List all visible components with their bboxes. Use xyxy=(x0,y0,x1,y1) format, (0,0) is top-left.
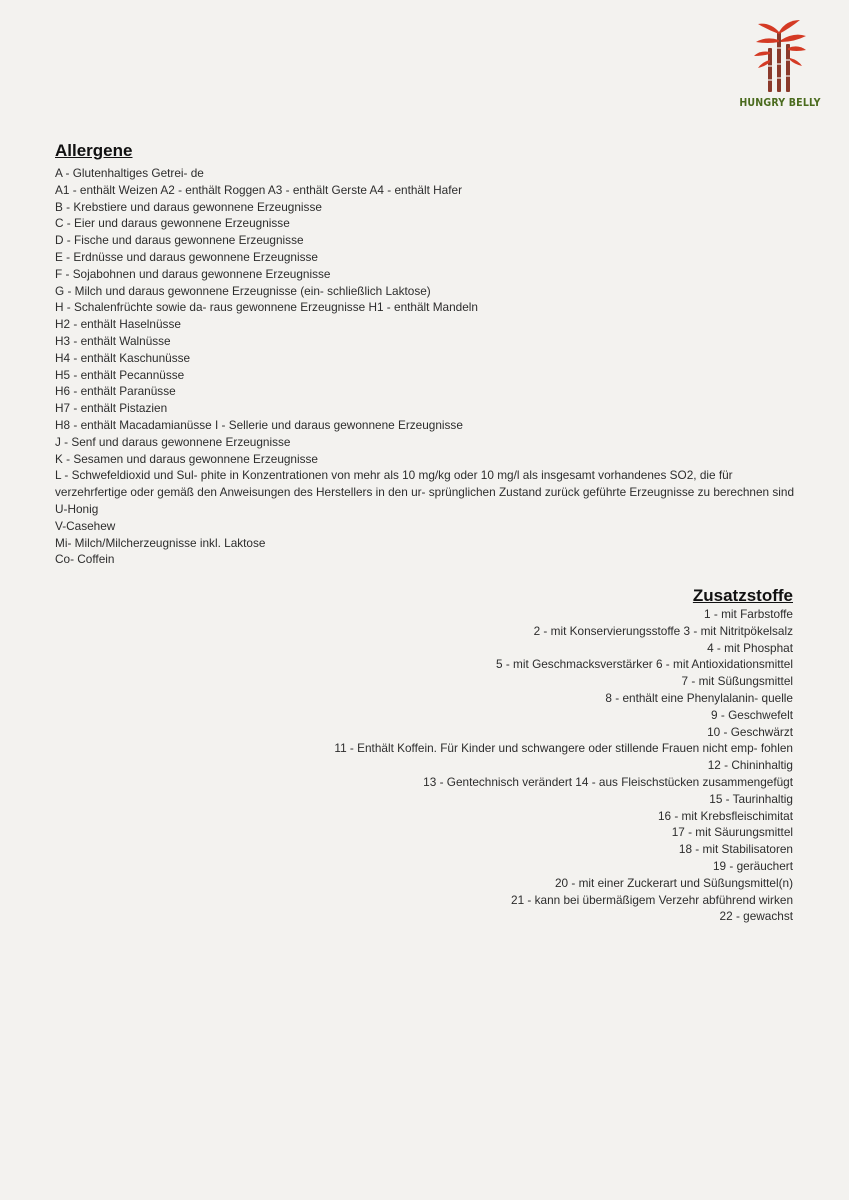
zusatzstoffe-heading: Zusatzstoffe xyxy=(692,586,793,605)
allergen-item: H8 - enthält Macadamianüsse I - Sellerie und daraus gewonnene Erzeugnisse xyxy=(55,417,463,432)
zusatzstoff-item: 9 - Geschwefelt xyxy=(711,707,793,722)
allergen-item: Mi- Milch/Milcherzeugnisse inkl. Laktose xyxy=(55,535,266,550)
zusatzstoff-item: 13 - Gentechnisch verändert 14 - aus Fleischstücken zusammengefügt xyxy=(423,774,793,789)
allergen-item: B - Krebstiere und daraus gewonnene Erzeugnisse xyxy=(55,199,322,214)
allergen-item: E - Erdnüsse und daraus gewonnene Erzeugnisse xyxy=(55,249,318,264)
zusatzstoff-item: 12 - Chininhaltig xyxy=(707,758,793,773)
zusatzstoff-item: 16 - mit Krebsfleischimitat xyxy=(657,808,793,823)
allergen-item: H3 - enthält Walnüsse xyxy=(55,333,171,348)
allergen-item: A - Glutenhaltiges Getrei- de xyxy=(55,166,204,180)
allergen-item: K - Sesamen und daraus gewonnene Erzeugnisse xyxy=(55,451,318,466)
zusatzstoff-item: 1 - mit Farbstoffe xyxy=(704,607,793,621)
allergen-item: V-Casehew xyxy=(55,518,116,533)
allergene-section xyxy=(55,141,800,568)
zusatzstoff-item: 7 - mit Süßungsmittel xyxy=(681,674,793,689)
brand-logo xyxy=(735,18,825,109)
zusatzstoffe-list xyxy=(193,606,793,925)
zusatzstoff-item: 18 - mit Stabilisatoren xyxy=(678,842,793,857)
zusatzstoff-item: 5 - mit Geschmacksverstärker 6 - mit Antioxidationsmittel xyxy=(496,657,793,672)
zusatzstoff-item: 17 - mit Säurungsmittel xyxy=(671,825,793,840)
allergen-item: U-Honig xyxy=(55,501,99,516)
allergen-item: C - Eier und daraus gewonnene Erzeugnisse xyxy=(55,216,290,231)
zusatzstoff-item: 19 - geräuchert xyxy=(712,858,793,873)
allergen-item: H2 - enthält Haselnüsse xyxy=(55,317,181,332)
allergen-item: L - Schwefeldioxid und Sul- phite in Konzentrationen von mehr als 10 mg/kg oder 10 mg/l als insgesamt vorhandenes SO2, die für verzehrfertige oder gemäß den Anweisungen des Herstellers in den ur- sprünglichen Zustand zurück geführte Erzeugnisse zu berechnen sind xyxy=(55,468,795,500)
zusatzstoffe-section xyxy=(193,585,793,925)
zusatzstoff-item: 11 - Enthält Koffein. Für Kinder und schwangere oder stillende Frauen nicht emp- fohlen xyxy=(334,741,793,756)
zusatzstoff-item: 15 - Taurinhaltig xyxy=(709,791,793,806)
allergen-item: H6 - enthält Paranüsse xyxy=(55,384,176,399)
allergen-item: D - Fische und daraus gewonnene Erzeugnisse xyxy=(55,233,304,248)
allergene-list xyxy=(55,165,800,568)
zusatzstoff-item: 10 - Geschwärzt xyxy=(707,724,793,739)
allergen-item: H - Schalenfrüchte sowie da- raus gewonnene Erzeugnisse H1 - enthält Mandeln xyxy=(55,300,478,315)
zusatzstoff-item: 20 - mit einer Zuckerart und Süßungsmittel(n) xyxy=(555,875,793,890)
zusatzstoff-item: 4 - mit Phosphat xyxy=(707,640,793,655)
allergen-item: G - Milch und daraus gewonnene Erzeugnisse (ein- schließlich Laktose) xyxy=(55,283,431,298)
brand-name: HUNGRY BELLY xyxy=(739,97,821,109)
allergen-item: Co- Coffein xyxy=(55,552,115,567)
allergen-item: H5 - enthält Pecannüsse xyxy=(55,367,185,382)
allergen-item: H7 - enthält Pistazien xyxy=(55,401,168,416)
bamboo-icon xyxy=(750,18,810,96)
allergen-item: A1 - enthält Weizen A2 - enthält Roggen A3 - enthält Gerste A4 - enthält Hafer xyxy=(55,182,463,197)
allergen-item: F - Sojabohnen und daraus gewonnene Erzeugnisse xyxy=(55,266,331,281)
allergen-item: J - Senf und daraus gewonnene Erzeugnisse xyxy=(55,434,291,449)
zusatzstoff-item: 2 - mit Konservierungsstoffe 3 - mit Nitritpökelsalz xyxy=(533,623,793,638)
zusatzstoff-item: 8 - enthält eine Phenylalanin- quelle xyxy=(605,690,793,705)
zusatzstoff-item: 21 - kann bei übermäßigem Verzehr abführend wirken xyxy=(511,892,793,907)
zusatzstoff-item: 22 - gewachst xyxy=(719,909,793,924)
allergen-item: H4 - enthält Kaschunüsse xyxy=(55,350,191,365)
allergene-heading: Allergene xyxy=(55,141,133,160)
